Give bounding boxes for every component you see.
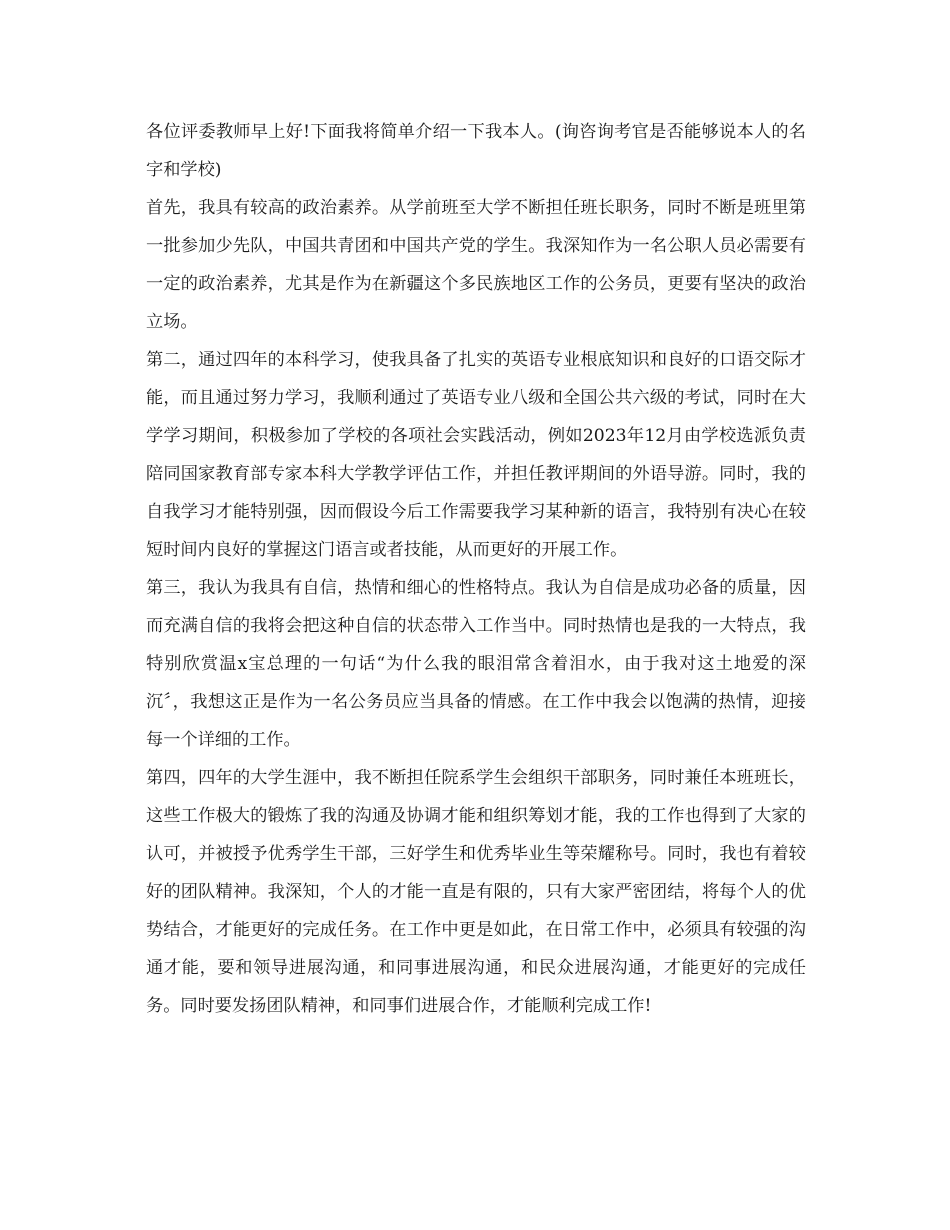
paragraph-political-quality: 首先，我具有较高的政治素养。从学前班至大学不断担任班长职务，同时不断是班里第一批参加少先队，中国共青团和中国共产党的学生。我深知作为一名公职人员必需要有一定的政治素养，尤其是作为在新疆这个多民族地区工作的公务员，更要有坚决的政治立场。 — [146, 198, 806, 332]
paragraph-teamwork: 第四，四年的大学生涯中，我不断担任院系学生会组织干部职务，同时兼任本班班长，这些工作极大的锻炼了我的沟通及协调才能和组织筹划才能，我的工作也得到了大家的认可，并被授予优秀学生干部，三好学生和优秀毕业生等荣耀称号。同时，我也有着较好的团队精神。我深知，个人的才能一直是有限的，只有大家严密团结，将每个人的优势结合，才能更好的完成任务。在工作中更是如此，在日常工作中，必须具有较强的沟通才能，要和领导进展沟通，和同事进展沟通，和民众进展沟通，才能更好的完成任务。同时要发扬团队精神，和同事们进展合作，才能顺利完成工作! — [146, 768, 806, 1016]
paragraph-personality: 第三，我认为我具有自信，热情和细心的性格特点。我认为自信是成功必备的质量，因而充满自信的我将会把这种自信的状态带入工作当中。同时热情也是我的一大特点，我特别欣赏温x宝总理的一句话“为什么我的眼泪常含着泪水，由于我对这土地爱的深沉〞，我想这正是作为一名公务员应当具备的情感。在工作中我会以饱满的热情，迎接每一个详细的工作。 — [146, 578, 806, 750]
paragraph-greeting: 各位评委教师早上好!下面我将简单介绍一下我本人。(询咨询考官是否能够说本人的名字和学校) — [146, 122, 806, 180]
paragraph-english-skills: 第二，通过四年的本科学习，使我具备了扎实的英语专业根底知识和良好的口语交际才能，而且通过努力学习，我顺利通过了英语专业八级和全国公共六级的考试，同时在大学学习期间，积极参加了学校的各项社会实践活动，例如2023年12月由学校选派负责陪同国家教育部专家本科大学教学评估工作，并担任教评期间的外语导游。同时，我的自我学习才能特别强，因而假设今后工作需要我学习某种新的语言，我特别有决心在较短时间内良好的掌握这门语言或者技能，从而更好的开展工作。 — [146, 350, 806, 560]
document-body — [146, 113, 806, 1025]
